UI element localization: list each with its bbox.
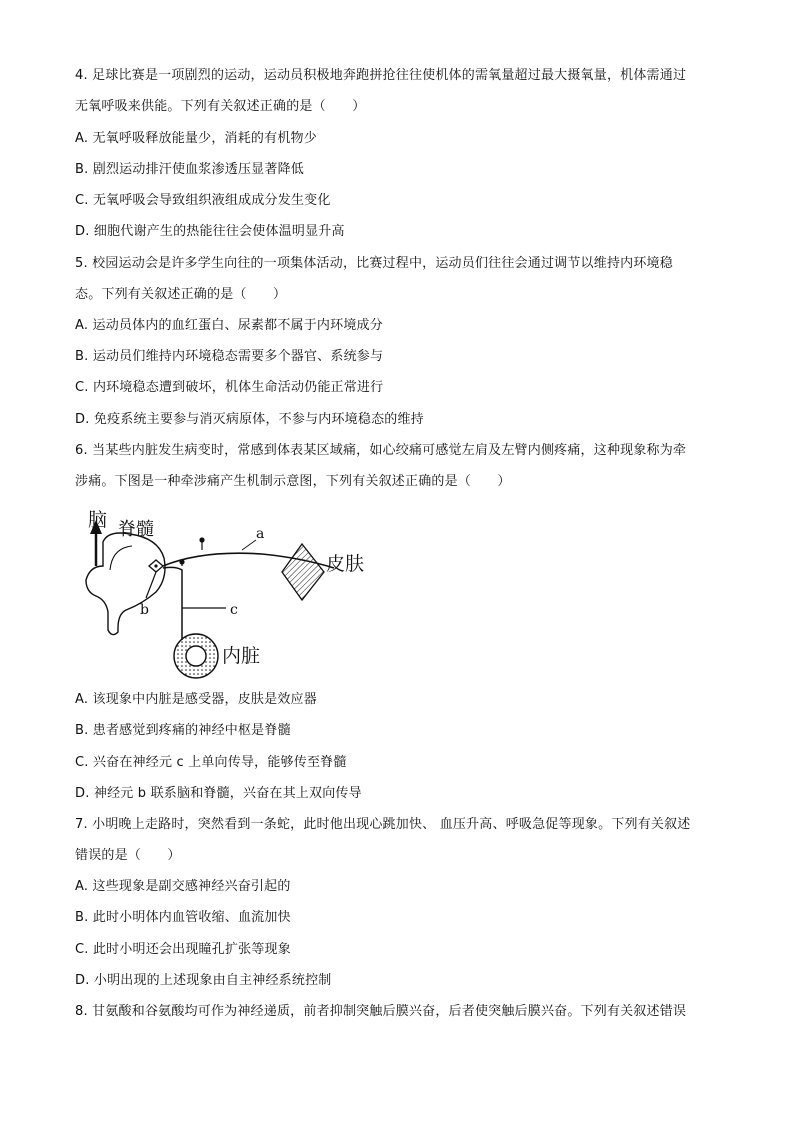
q7-option-a[interactable]: A. 这些现象是副交感神经兴奋引起的: [75, 879, 291, 894]
spinal-cord-shape: [86, 533, 165, 635]
q6-option-d[interactable]: D. 神经元 b 联系脑和脊髓，兴奋在其上双向传导: [75, 786, 362, 801]
q4-option-d[interactable]: D. 细胞代谢产生的热能往往会使体温明显升高: [75, 224, 345, 239]
skin-label: 皮肤: [326, 553, 365, 575]
label-c: c: [230, 602, 238, 618]
q6-stem-line-2: 涉痛。下图是一种牵涉痛产生机制示意图，下列有关叙述正确的是（ ）: [75, 474, 511, 489]
q5-number: 5.: [75, 256, 88, 271]
q5-stem-text-1: 校园运动会是许多学生向往的一项集体活动，比赛过程中，运动员们往往会通过调节以维持内环境稳: [92, 256, 673, 271]
q7-stem-line-1: [75, 816, 725, 834]
q4-stem-line-1: [75, 67, 725, 85]
q8-stem-text-1: 甘氨酸和谷氨酸均可作为神经递质，前者抑制突触后膜兴奋，后者使突触后膜兴奋。下列有关叙述错误: [92, 1004, 687, 1019]
q7-option-b[interactable]: B. 此时小明体内血管收缩、血流加快: [75, 910, 291, 925]
q6-number: 6.: [75, 443, 88, 458]
q8-stem-line-1: [75, 1003, 725, 1021]
q5-option-c[interactable]: C. 内环境稳态遭到破坏，机体生命活动仍能正常进行: [75, 380, 384, 395]
q5-option-a[interactable]: A. 运动员体内的血红蛋白、尿素都不属于内环境成分: [75, 318, 383, 333]
q6-stem-text-1: 当某些内脏发生病变时，常感到体表某区域痛，如心绞痛可感觉左肩及左臂内侧疼痛，这种现象称为牵: [92, 443, 687, 458]
q4-number: 4.: [75, 68, 88, 83]
q6-option-a[interactable]: A. 该现象中内脏是感受器，皮肤是效应器: [75, 692, 317, 707]
q5-stem-line-2: 态。下列有关叙述正确的是（ ）: [75, 287, 287, 302]
q7-stem-text-1: 小明晚上走路时，突然看到一条蛇，此时他出现心跳加快、 血压升高、呼吸急促等现象。下列有关叙述: [92, 817, 691, 832]
diagram-svg: [72, 500, 392, 682]
q6-option-c[interactable]: C. 兴奋在神经元 c 上单向传导，能够传至脊髓: [75, 755, 347, 770]
neuron-b: [146, 560, 163, 598]
label-b: b: [140, 602, 149, 618]
brain-label: 脑: [88, 509, 108, 531]
q4-option-a[interactable]: A. 无氧呼吸释放能量少，消耗的有机物少: [75, 131, 317, 146]
neuron-c: [163, 559, 226, 640]
q5-option-b[interactable]: B. 运动员们维持内环境稳态需要多个器官、系统参与: [75, 349, 384, 364]
q6-stem-line-1: [75, 442, 725, 460]
skin-shape: [282, 544, 324, 600]
q5-stem-line-1: [75, 255, 725, 273]
q4-stem-line-2: 无氧呼吸来供能。下列有关叙述正确的是（ ）: [75, 99, 366, 114]
q7-option-c[interactable]: C. 此时小明还会出现瞳孔扩张等现象: [75, 942, 291, 957]
label-a: a: [256, 526, 265, 542]
q7-number: 7.: [75, 817, 88, 832]
spinal-cord-label: 脊髓: [118, 519, 154, 540]
q4-stem-text-1: 足球比赛是一项剧烈的运动，运动员积极地奔跑拼抢往往使机体的需氧量超过最大摄氧量，机体需通过: [92, 68, 687, 83]
viscera-label: 内脏: [222, 645, 261, 667]
q7-stem-line-2: 错误的是（ ）: [75, 848, 181, 863]
q7-option-d[interactable]: D. 小明出现的上述现象由自主神经系统控制: [75, 973, 332, 988]
q5-option-d[interactable]: D. 免疫系统主要参与消灭病原体，不参与内环境稳态的维持: [75, 412, 424, 427]
q8-number: 8.: [75, 1004, 88, 1019]
viscera-shape: [174, 634, 218, 678]
q4-option-c[interactable]: C. 无氧呼吸会导致组织液组成成分发生变化: [75, 193, 331, 208]
q4-option-b[interactable]: B. 剧烈运动排汗使血浆渗透压显著降低: [75, 162, 304, 177]
referred-pain-diagram: [72, 500, 392, 682]
spinal-cord-inner-line: [110, 546, 132, 570]
q6-option-b[interactable]: B. 患者感觉到疼痛的神经中枢是脊髓: [75, 723, 291, 738]
